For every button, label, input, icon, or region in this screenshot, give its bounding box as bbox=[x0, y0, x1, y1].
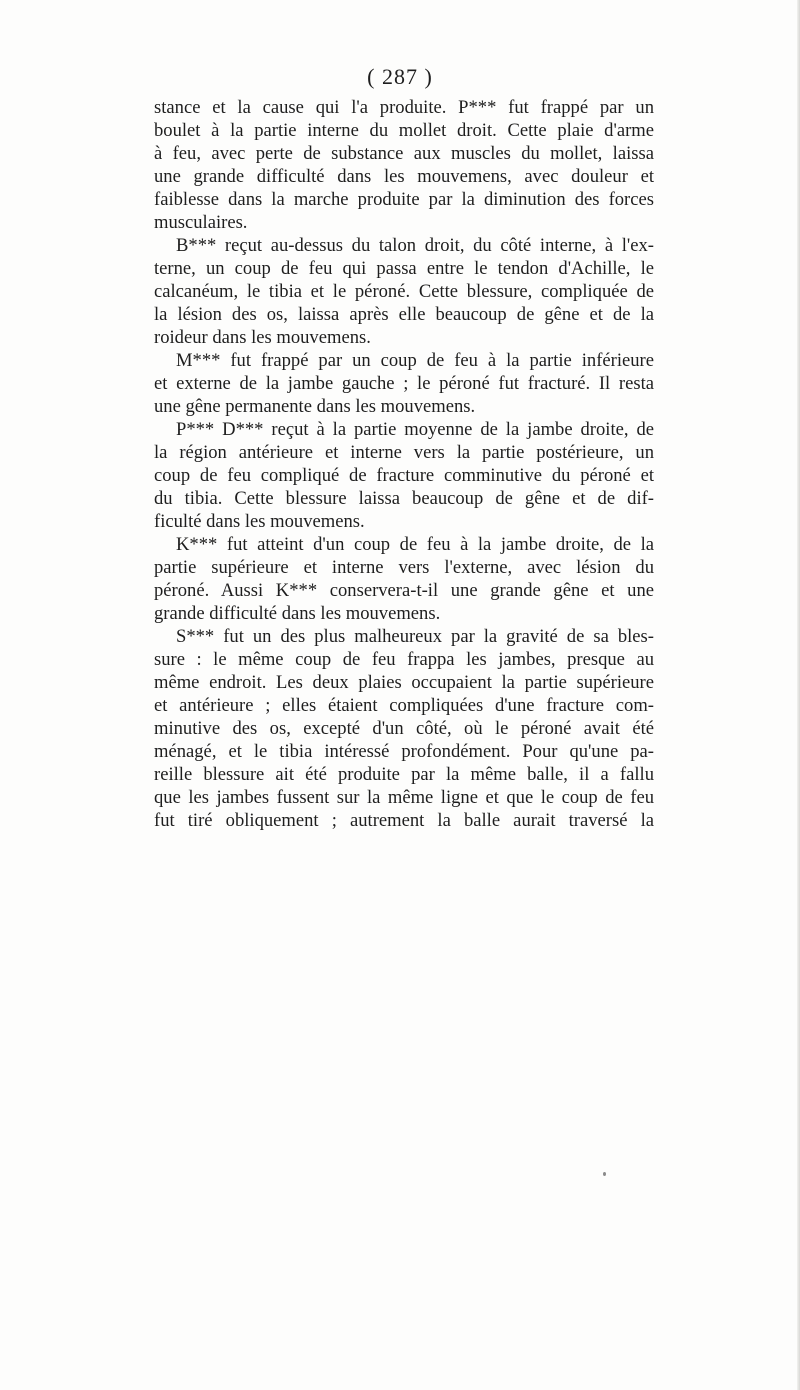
text-line: ménagé, et le tibia intéressé profondément. Pour qu'une pa- bbox=[154, 741, 654, 762]
text-line: P*** D*** reçut à la partie moyenne de la jambe droite, de bbox=[176, 419, 654, 440]
text-line: fut tiré obliquement ; autrement la balle aurait traversé la bbox=[154, 810, 654, 831]
text-line: une gêne permanente dans les mouvemens. bbox=[154, 396, 476, 417]
text-line: la lésion des os, laissa après elle beaucoup de gêne et de la bbox=[154, 304, 654, 325]
text-line: à feu, avec perte de substance aux muscles du mollet, laissa bbox=[154, 143, 654, 164]
text-line: faiblesse dans la marche produite par la diminution des forces bbox=[154, 189, 654, 210]
text-line: K*** fut atteint d'un coup de feu à la jambe droite, de la bbox=[176, 534, 654, 555]
text-line: stance et la cause qui l'a produite. P*** fut frappé par un bbox=[154, 97, 654, 118]
print-speck bbox=[603, 1172, 606, 1176]
text-line: calcanéum, le tibia et le péroné. Cette blessure, compliquée de bbox=[154, 281, 654, 302]
text-line: ficulté dans les mouvemens. bbox=[154, 511, 365, 532]
text-line: M*** fut frappé par un coup de feu à la partie inférieure bbox=[176, 350, 654, 371]
text-line: grande difficulté dans les mouvemens. bbox=[154, 603, 441, 624]
text-line: terne, un coup de feu qui passa entre le tendon d'Achille, le bbox=[154, 258, 654, 279]
text-line: du tibia. Cette blessure laissa beaucoup de gêne et de dif- bbox=[154, 488, 654, 509]
body-text bbox=[154, 96, 654, 832]
text-line: et antérieure ; elles étaient compliquées d'une fracture com- bbox=[154, 695, 654, 716]
text-line: péroné. Aussi K*** conservera-t-il une grande gêne et une bbox=[154, 580, 654, 601]
page-number: ( 287 ) bbox=[367, 64, 433, 89]
text-line: minutive des os, excepté d'un côté, où le péroné avait été bbox=[154, 718, 654, 739]
text-line: coup de feu compliqué de fracture comminutive du péroné et bbox=[154, 465, 654, 486]
text-line: une grande difficulté dans les mouvemens, avec douleur et bbox=[154, 166, 654, 187]
text-line: la région antérieure et interne vers la partie postérieure, un bbox=[154, 442, 654, 463]
text-line: musculaires. bbox=[154, 212, 248, 233]
text-line: reille blessure ait été produite par la même balle, il a fallu bbox=[154, 764, 654, 785]
text-line: roideur dans les mouvemens. bbox=[154, 327, 371, 348]
text-line: boulet à la partie interne du mollet droit. Cette plaie d'arme bbox=[154, 120, 654, 141]
text-line: B*** reçut au-dessus du talon droit, du côté interne, à l'ex- bbox=[176, 235, 654, 256]
text-line: S*** fut un des plus malheureux par la gravité de sa bles- bbox=[176, 626, 654, 647]
text-line: sure : le même coup de feu frappa les jambes, presque au bbox=[154, 649, 654, 670]
text-line: même endroit. Les deux plaies occupaient la partie supérieure bbox=[154, 672, 654, 693]
text-line: partie supérieure et interne vers l'externe, avec lésion du bbox=[154, 557, 654, 578]
text-line: que les jambes fussent sur la même ligne et que le coup de feu bbox=[154, 787, 654, 808]
text-line: et externe de la jambe gauche ; le péroné fut fracturé. Il resta bbox=[154, 373, 654, 394]
